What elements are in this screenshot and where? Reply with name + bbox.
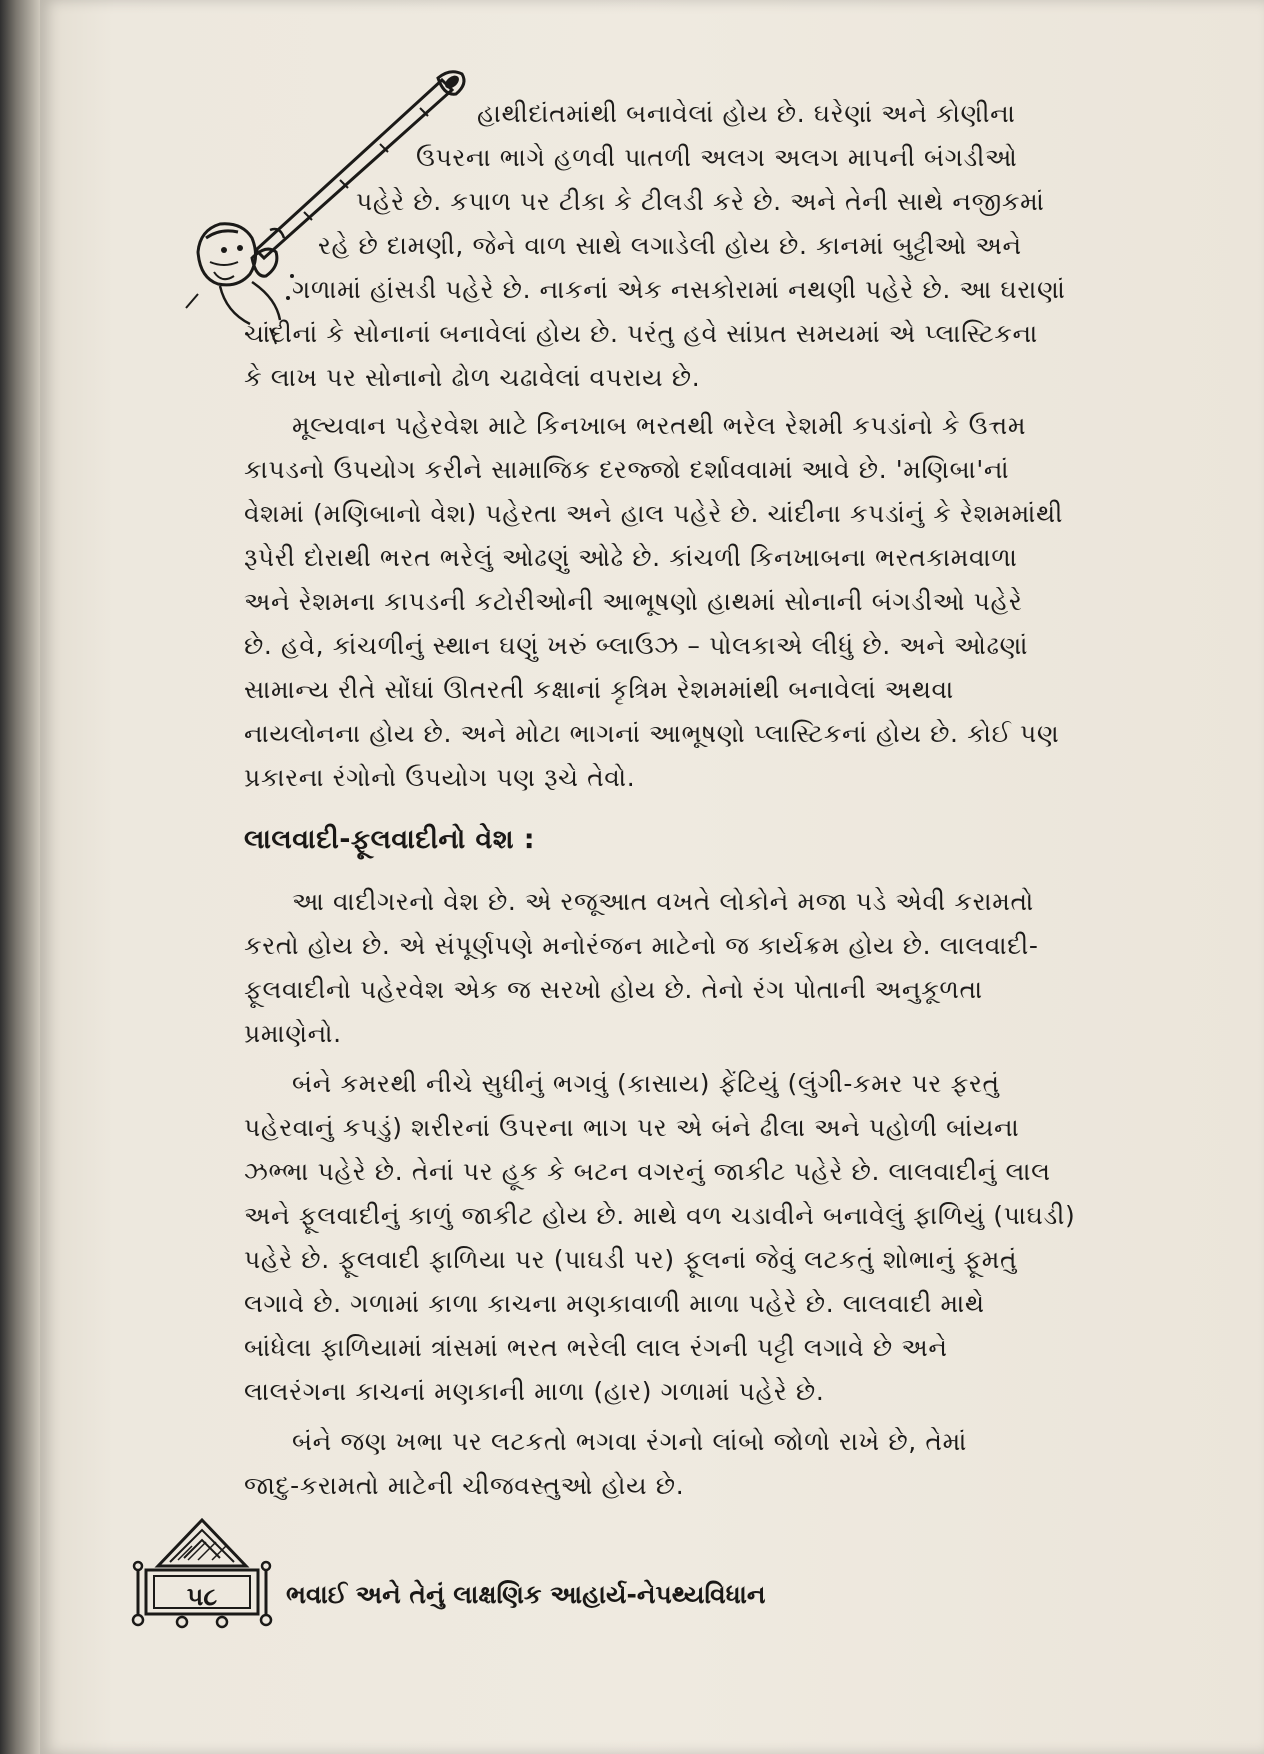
text-line: ફૂલવાદીનો પહેરવેશ એક જ સરખો હોય છે. તેનો રંગ પોતાની અનુકૂળતા	[244, 975, 983, 1004]
text-line: અને રેશમના કાપડની કટોરીઓની આભૂષણો હાથમાં સોનાની બંગડીઓ પહેરે	[244, 587, 1023, 616]
section-heading: લાલવાદી-ફૂલવાદીનો વેશ :	[244, 824, 535, 855]
text-line: પહેરે છે. ફૂલવાદી ફાળિયા પર (પાઘડી પર) ફૂલનાં જેવું લટકતું શોભાનું ફૂમતું	[244, 1245, 1018, 1274]
text-line: લાલરંગના કાચનાં મણકાની માળા (હાર) ગળામાં પહેરે છે.	[244, 1377, 825, 1406]
text-line: બાંધેલા ફાળિયામાં ત્રાંસમાં ભરત ભરેલી લાલ રંગની પટ્ટી લગાવે છે અને	[244, 1333, 948, 1362]
text-line: બંને જણ ખભા પર લટકતો ભગવા રંગનો લાંબો જોળો રાખે છે, તેમાં	[292, 1427, 967, 1456]
text-line: સામાન્ય રીતે સોંઘાં ઊતરતી કક્ષાનાં કૃત્રિમ રેશમમાંથી બનાવેલાં અથવા	[244, 675, 954, 704]
text-line: વેશમાં (મણિબાનો વેશ) પહેરતા અને હાલ પહેરે છે. ચાંદીના કપડાંનું કે રેશમમાંથી	[244, 499, 1063, 528]
text-line: રહે છે દામણી, જેને વાળ સાથે લગાડેલી હોય છે. કાનમાં બુટ્ટીઓ અને	[318, 231, 1022, 260]
text-line: હાથીદાંતમાંથી બનાવેલાં હોય છે. ઘરેણાં અને કોણીના	[477, 99, 1016, 128]
book-spine-edge	[0, 0, 40, 1754]
text-line: મૂલ્યવાન પહેરવેશ માટે કિનખાબ ભરતથી ભરેલ રેશમી કપડાંનો કે ઉત્તમ	[292, 411, 1027, 440]
page-number: ૫૮	[186, 1582, 218, 1611]
text-line: ગળામાં હાંસડી પહેરે છે. નાકનાં એક નસકોરામાં નથણી પહેરે છે. આ ઘરાણાં	[292, 275, 1066, 304]
text-line: નાયલોનના હોય છે. અને મોટા ભાગનાં આભૂષણો પ્લાસ્ટિકનાં હોય છે. કોઈ પણ	[244, 719, 1060, 748]
text-line: કાપડનો ઉપયોગ કરીને સામાજિક દરજ્જો દર્શાવવામાં આવે છે. 'મણિબા'નાં	[244, 455, 1010, 484]
text-line: પ્રકારના રંગોનો ઉપયોગ પણ રૂચે તેવો.	[244, 763, 636, 792]
text-line: ચાંદીનાં કે સોનાનાં બનાવેલાં હોય છે. પરંતુ હવે સાંપ્રત સમયમાં એ પ્લાસ્ટિકના	[244, 319, 1038, 348]
text-line: ઝભ્ભા પહેરે છે. તેનાં પર હૂક કે બટન વગરનું જાકીટ પહેરે છે. લાલવાદીનું લાલ	[244, 1157, 1051, 1186]
page-number-frame	[128, 1512, 276, 1630]
text-line: પહેરે છે. કપાળ પર ટીકા કે ટીલડી કરે છે. અને તેની સાથે નજીકમાં	[356, 187, 1045, 216]
text-line: જાદુ-કરામતો માટેની ચીજવસ્તુઓ હોય છે.	[244, 1471, 685, 1500]
text-line: કરતો હોય છે. એ સંપૂર્ણપણે મનોરંજન માટેનો જ કાર્યક્રમ હોય છે. લાલવાદી-	[244, 931, 1039, 960]
footer-book-title: ભવાઈ અને તેનું લાક્ષણિક આહાર્ય-નેપથ્યવિધાન	[286, 1580, 766, 1609]
text-line: પહેરવાનું કપડું) શરીરનાં ઉપરના ભાગ પર એ બંને ઢીલા અને પહોળી બાંયના	[244, 1113, 1020, 1142]
text-line: ઉપરના ભાગે હળવી પાતળી અલગ અલગ માપની બંગડીઓ	[416, 143, 1018, 172]
text-line: છે. હવે, કાંચળીનું સ્થાન ઘણું ખરું બ્લાઉઝ – પોલકાએ લીધું છે. અને ઓઢણાં	[244, 631, 1029, 660]
text-line: કે લાખ પર સોનાનો ઢોળ ચઢાવેલાં વપરાય છે.	[244, 363, 701, 392]
text-line: બંને કમરથી નીચે સુધીનું ભગવું (કાસાય) ફેંટિયું (લુંગી-કમર પર ફરતું	[292, 1069, 1000, 1098]
text-line: રૂપેરી દોરાથી ભરત ભરેલું ઓઢણું ઓઢે છે. કાંચળી કિનખાબના ભરતકામવાળા	[244, 543, 1018, 572]
text-line: લગાવે છે. ગળામાં કાળા કાચના મણકાવાળી માળા પહેરે છે. લાલવાદી માથે	[244, 1289, 985, 1318]
text-line: અને ફૂલવાદીનું કાળું જાકીટ હોય છે. માથે વળ ચડાવીને બનાવેલું ફાળિયું (પાઘડી)	[244, 1201, 1076, 1230]
text-line: આ વાદીગરનો વેશ છે. એ રજૂઆત વખતે લોકોને મજા પડે એવી કરામતો	[292, 887, 1034, 916]
book-page	[40, 0, 1264, 1754]
text-line: પ્રમાણેનો.	[244, 1019, 342, 1048]
